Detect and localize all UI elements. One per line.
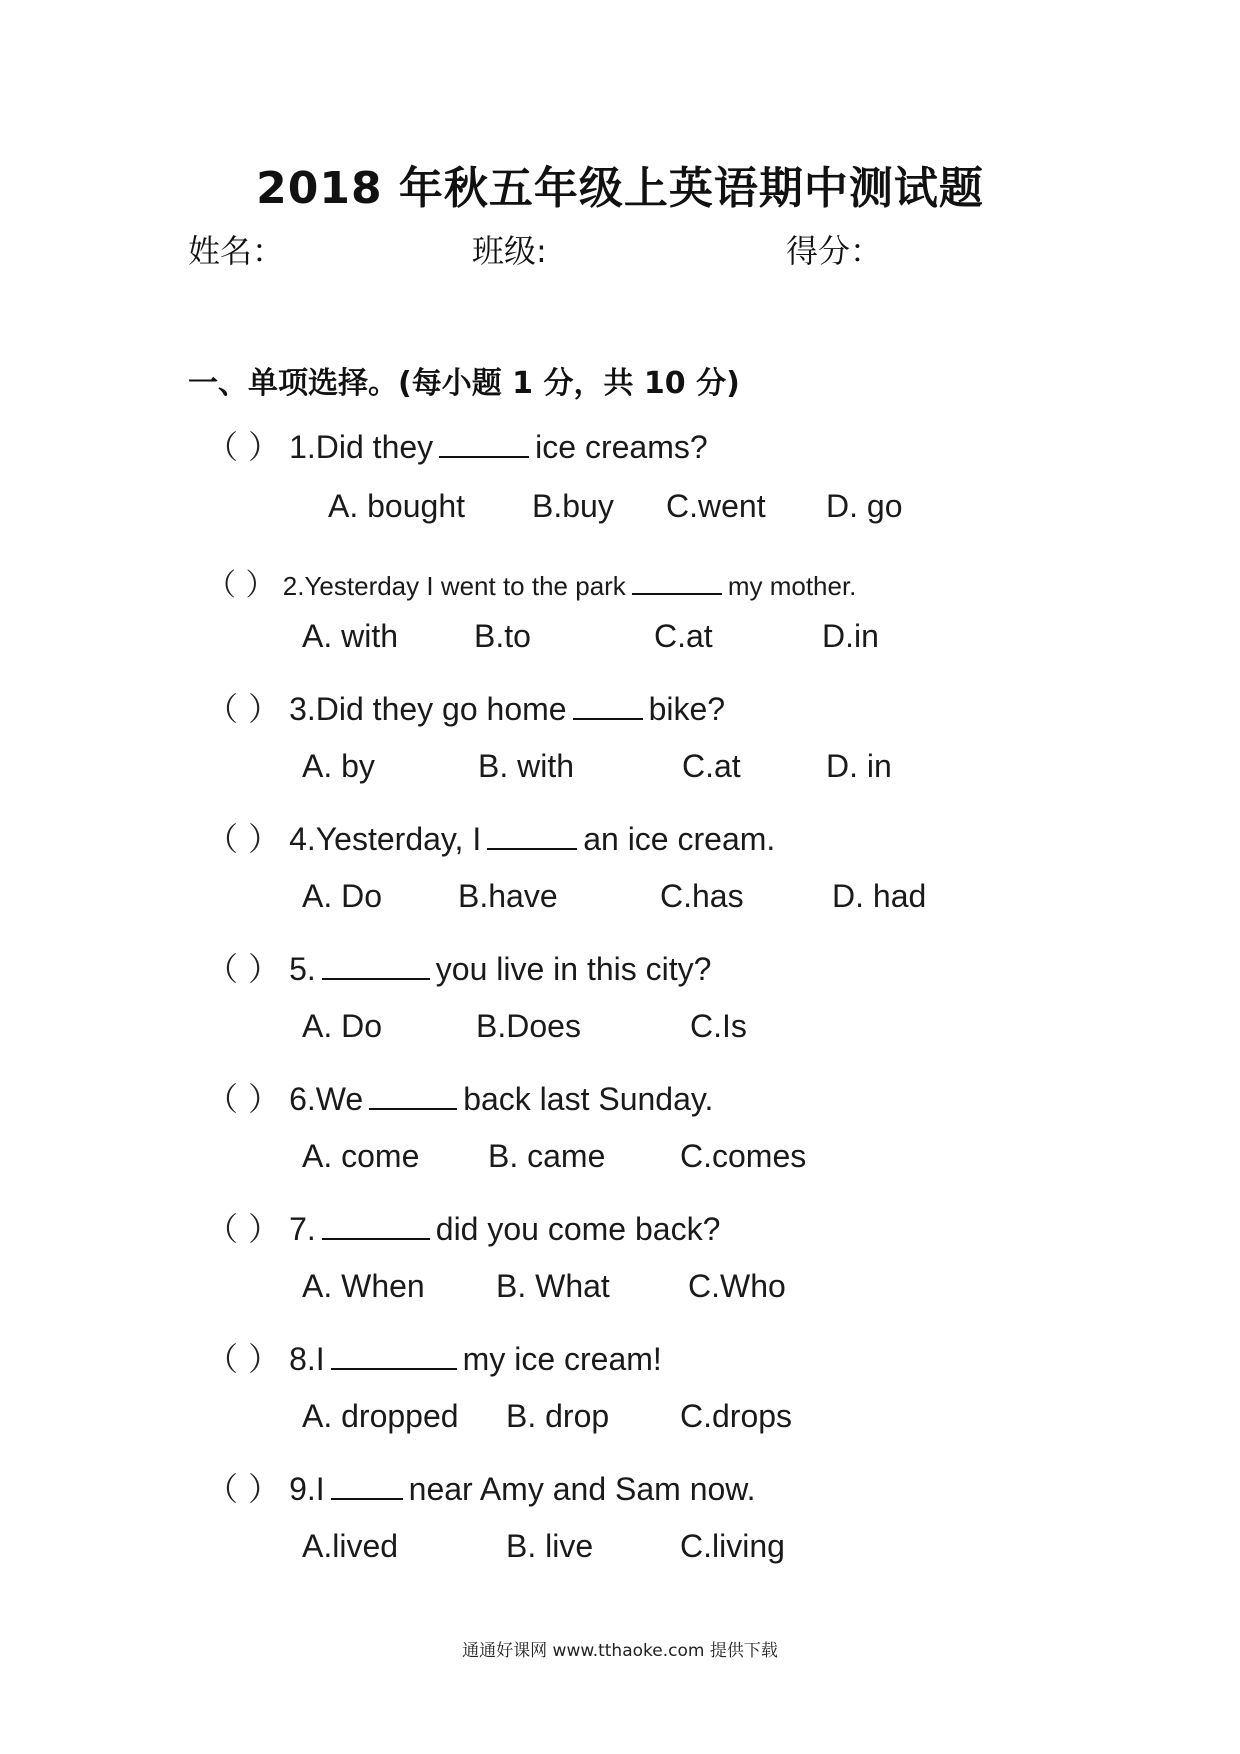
option-c: C.Who xyxy=(688,1268,786,1304)
question-text-after: my ice cream! xyxy=(462,1341,662,1377)
answer-paren[interactable]: （ ） xyxy=(206,1470,281,1508)
option-d: D. had xyxy=(832,878,927,914)
answer-blank xyxy=(322,1210,430,1240)
option-b: B. came xyxy=(488,1138,606,1174)
question-3 xyxy=(206,684,726,728)
question-9 xyxy=(206,1464,756,1508)
answer-paren[interactable]: （ ） xyxy=(206,428,281,466)
question-text-after: an ice cream. xyxy=(583,821,776,857)
question-2 xyxy=(206,560,857,603)
question-text-after: back last Sunday. xyxy=(463,1081,714,1117)
option-a: A. with xyxy=(302,618,399,654)
option-b: B.Does xyxy=(476,1008,581,1044)
answer-blank xyxy=(439,428,529,458)
option-c: C.has xyxy=(660,878,744,914)
answer-paren[interactable]: （ ） xyxy=(206,690,281,728)
answer-blank xyxy=(331,1340,457,1370)
question-1 xyxy=(206,422,708,466)
option-d: D. in xyxy=(826,748,892,784)
option-a: A. Do xyxy=(302,878,383,914)
answer-paren[interactable]: （ ） xyxy=(206,568,276,603)
name-label: 姓名： xyxy=(188,232,285,270)
question-text-before: 1.Did they xyxy=(289,429,434,465)
option-a: A. by xyxy=(302,748,375,784)
question-4 xyxy=(206,814,776,858)
answer-paren[interactable]: （ ） xyxy=(206,1210,281,1248)
option-b: B. What xyxy=(496,1268,610,1304)
question-8 xyxy=(206,1334,662,1378)
option-b: B. drop xyxy=(506,1398,610,1434)
option-c: C.at xyxy=(682,748,741,784)
question-text-before: 7. xyxy=(289,1211,316,1247)
student-info-row xyxy=(0,226,1240,270)
question-text-before: 8.I xyxy=(289,1341,325,1377)
question-text-after: my mother. xyxy=(727,571,857,601)
option-a: A.lived xyxy=(302,1528,399,1564)
option-a: A. Do xyxy=(302,1008,383,1044)
question-text-before: 5. xyxy=(289,951,316,987)
question-text-before: 3.Did they go home xyxy=(289,691,567,727)
answer-blank xyxy=(573,690,643,720)
option-c: C.at xyxy=(654,618,713,654)
option-c: C.drops xyxy=(680,1398,793,1434)
answer-blank xyxy=(331,1470,403,1500)
option-c: C.comes xyxy=(680,1138,807,1174)
score-label: 得分： xyxy=(786,232,883,270)
option-b: B.have xyxy=(458,878,558,914)
question-text-before: 6.We xyxy=(289,1081,364,1117)
question-6 xyxy=(206,1074,714,1118)
question-text-after: you live in this city? xyxy=(435,951,712,987)
footer-source: 通通好课网 www.tthaoke.com 提供下载 xyxy=(462,1641,778,1661)
option-b: B. live xyxy=(506,1528,594,1564)
answer-paren[interactable]: （ ） xyxy=(206,1080,281,1118)
option-b: B.to xyxy=(474,618,531,654)
question-text-after: bike? xyxy=(648,691,726,727)
answer-blank xyxy=(369,1080,457,1110)
answer-blank xyxy=(322,950,430,980)
question-text-after: ice creams? xyxy=(535,429,708,465)
answer-paren[interactable]: （ ） xyxy=(206,950,281,988)
option-a: A. When xyxy=(302,1268,425,1304)
option-d: D. go xyxy=(826,488,903,524)
option-a: A. bought xyxy=(328,488,465,524)
question-text-before: 9.I xyxy=(289,1471,325,1507)
question-text-after: near Amy and Sam now. xyxy=(408,1471,756,1507)
answer-blank xyxy=(487,820,577,850)
option-b: B. with xyxy=(478,748,575,784)
section-heading: 一、单项选择。(每小题 1 分，共 10 分) xyxy=(188,366,740,401)
option-a: A. dropped xyxy=(302,1398,459,1434)
question-text-after: did you come back? xyxy=(435,1211,721,1247)
option-c: C.living xyxy=(680,1528,785,1564)
option-b: B.buy xyxy=(532,488,614,524)
answer-paren[interactable]: （ ） xyxy=(206,1340,281,1378)
answer-paren[interactable]: （ ） xyxy=(206,820,281,858)
question-text-before: 4.Yesterday, I xyxy=(289,821,482,857)
option-c: C.went xyxy=(666,488,766,524)
option-d: D.in xyxy=(822,618,879,654)
question-text-before: 2.Yesterday I went to the park xyxy=(282,571,626,601)
class-label: 班级: xyxy=(472,232,547,270)
answer-blank xyxy=(632,571,722,595)
option-c: C.Is xyxy=(690,1008,747,1044)
question-5 xyxy=(206,944,712,988)
question-7 xyxy=(206,1204,721,1248)
option-a: A. come xyxy=(302,1138,420,1174)
page-title: 2018 年秋五年级上英语期中测试题 xyxy=(256,163,984,214)
